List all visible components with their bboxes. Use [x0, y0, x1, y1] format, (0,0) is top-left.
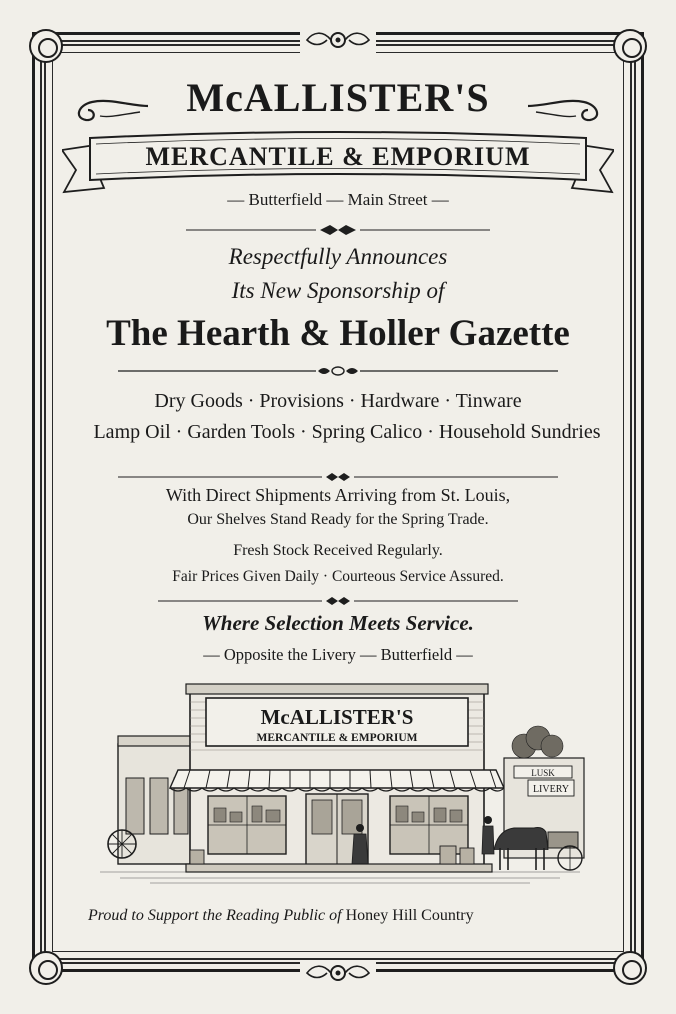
- footer-region: Honey Hill Country: [345, 907, 474, 924]
- goods-list-line-1: Dry Goods · Provisions · Hardware · Tinware: [154, 390, 522, 412]
- divider-icon: [118, 364, 558, 378]
- location-note: — Opposite the Livery — Butterfield —: [203, 645, 473, 664]
- announcement-line-2: Its New Sponsorship of: [231, 278, 445, 303]
- side-sign-2: LIVERY: [532, 784, 570, 795]
- goods-list-line-2: Lamp Oil · Garden Tools · Spring Calico · Household Sundries: [93, 421, 601, 443]
- location-line: — Butterfield — Main Street —: [227, 190, 449, 209]
- divider-icon: [158, 596, 518, 606]
- corner-ornament-bottom-left: [29, 951, 63, 985]
- storefront-illustration: [90, 682, 590, 892]
- store-sign-name: McALLISTER'S: [260, 705, 414, 729]
- announcement-line-1: Respectfully Announces: [228, 244, 448, 269]
- footer-tagline: [88, 907, 474, 925]
- corner-ornament-bottom-right: [613, 951, 647, 985]
- left-scroll-flourish-icon: [70, 90, 150, 130]
- corner-ornament-top-left: [29, 29, 63, 63]
- right-scroll-flourish-icon: [526, 90, 606, 130]
- banner-title: MERCANTILE & EMPORIUM: [145, 142, 531, 171]
- divider-icon: [186, 224, 490, 236]
- fair-prices-line: Fair Prices Given Daily · Courteous Service Assured.: [172, 568, 504, 585]
- store-sign-subtitle: MERCANTILE & EMPORIUM: [256, 732, 418, 744]
- shipping-line-2: Our Shelves Stand Ready for the Spring Trade.: [187, 511, 489, 528]
- top-flourish-icon: [300, 27, 376, 53]
- gazette-title: The Hearth & Holler Gazette: [106, 313, 570, 354]
- slogan: Where Selection Meets Service.: [202, 611, 474, 635]
- divider-icon: [118, 472, 558, 482]
- footer-italic: Proud to Support the Reading Public of: [88, 907, 342, 924]
- side-sign-1: LUSK: [531, 768, 555, 778]
- bottom-flourish-icon: [300, 960, 376, 986]
- store-title: McALLISTER'S: [186, 75, 490, 120]
- corner-ornament-top-right: [613, 29, 647, 63]
- shipping-line-1: With Direct Shipments Arriving from St. Louis,: [165, 485, 511, 505]
- fresh-stock-line: Fresh Stock Received Regularly.: [233, 542, 443, 559]
